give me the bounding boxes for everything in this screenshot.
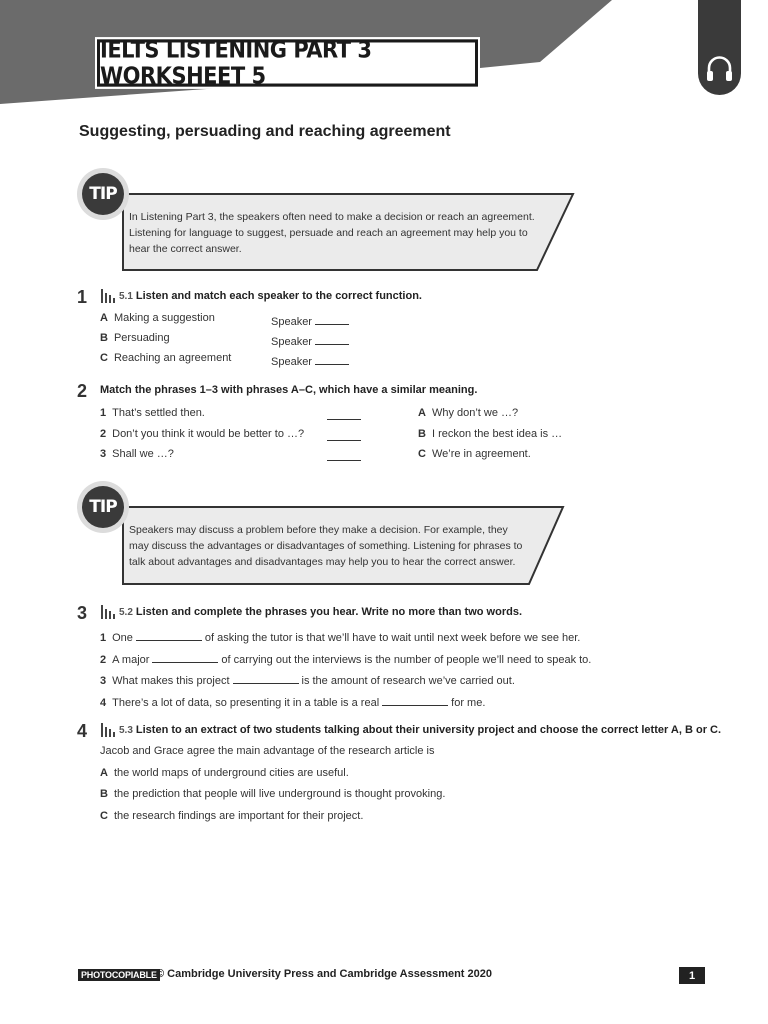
list-item (100, 332, 170, 344)
option-item (418, 407, 518, 419)
answer-blank[interactable] (315, 312, 349, 325)
option-item[interactable] (100, 788, 445, 800)
item-text: We’re in agreement. (431, 448, 531, 460)
question-number: 2 (77, 381, 88, 401)
track-number: 5.3 (119, 724, 133, 736)
question-stem: Jacob and Grace agree the main advantage of the research article is (100, 745, 435, 757)
item-text: That’s settled then. (112, 407, 205, 419)
item-text: Why don’t we …? (431, 407, 519, 419)
phrase-item (100, 407, 205, 419)
question-number: 4 (77, 721, 88, 741)
answer-blank-row (327, 407, 361, 423)
item-number: 3 (100, 675, 107, 687)
instruction-text: Match the phrases 1–3 with phrases A–C, which have a similar meaning. (100, 384, 478, 396)
option-letter: B (100, 788, 108, 800)
item-number: 3 (100, 448, 107, 460)
tip-badge (77, 168, 129, 220)
copyright-text: © Cambridge University Press and Cambridge Assessment 2020 (156, 968, 492, 980)
question-instruction (100, 384, 477, 396)
option-item[interactable] (100, 767, 349, 779)
audio-track-icon (100, 605, 116, 619)
gap-fill-item (100, 693, 485, 709)
option-letter: A (100, 767, 108, 779)
tip-line: Speakers may discuss a problem before they make a decision. For example, they (129, 524, 508, 536)
answer-blank[interactable] (382, 693, 448, 706)
item-letter: A (100, 312, 108, 324)
item-number: 2 (100, 654, 107, 666)
page-subtitle: Suggesting, persuading and reaching agreement (79, 123, 451, 140)
tip-text (129, 209, 535, 257)
instruction-text: Listen and complete the phrases you hear. Write no more than two words. (135, 606, 522, 618)
question-instruction (100, 605, 522, 619)
option-text: the research findings are important for their project. (113, 810, 364, 822)
item-number: 2 (100, 428, 107, 440)
list-item (100, 352, 231, 364)
speaker-answer (271, 352, 349, 368)
tip-badge-label: TIP (82, 173, 124, 215)
instruction-text: Listen to an extract of two students talking about their university project and choose the correct letter A, B or C. (135, 724, 722, 736)
headphones-icon (705, 53, 734, 85)
item-number: 1 (100, 632, 107, 644)
item-after: of carrying out the interviews is the number of people we’ll need to speak to. (221, 654, 592, 666)
item-number: 4 (100, 697, 107, 709)
item-letter: B (418, 428, 426, 440)
item-before: One (112, 632, 133, 644)
item-text: Persuading (113, 332, 170, 344)
item-number: 1 (100, 407, 107, 419)
gap-fill-item (100, 671, 515, 687)
list-item (100, 312, 215, 324)
speaker-answer (271, 332, 349, 348)
item-letter: B (100, 332, 108, 344)
answer-blank-row (327, 428, 361, 444)
tip-line: In Listening Part 3, the speakers often need to make a decision or reach an agreement. (129, 211, 535, 223)
audio-tab (698, 0, 741, 95)
track-number: 5.2 (119, 606, 133, 618)
item-after: of asking the tutor is that we’ll have to wait until next week before we see her. (204, 632, 581, 644)
item-text: Making a suggestion (113, 312, 215, 324)
answer-blank-row (327, 448, 361, 464)
item-text: Reaching an agreement (113, 352, 232, 364)
item-before: What makes this project (112, 675, 230, 687)
speaker-label: Speaker (271, 336, 312, 348)
tip-box (77, 481, 577, 587)
question-instruction (100, 723, 721, 737)
tip-badge-label: TIP (82, 486, 124, 528)
audio-track-icon (100, 289, 116, 303)
item-after: is the amount of research we’ve carried out. (301, 675, 515, 687)
item-after: for me. (451, 697, 486, 709)
answer-blank[interactable] (152, 650, 218, 663)
question-number: 1 (77, 287, 88, 307)
answer-blank[interactable] (327, 448, 361, 461)
item-before: There’s a lot of data, so presenting it in a table is a real (112, 697, 380, 709)
answer-blank[interactable] (327, 428, 361, 441)
audio-track-icon (100, 723, 116, 737)
worksheet-title: IELTS LISTENING PART 3 WORKSHEET 5 (97, 39, 478, 87)
question-instruction (100, 289, 422, 303)
item-text: Don’t you think it would be better to …? (112, 428, 305, 440)
item-letter: C (418, 448, 426, 460)
option-item[interactable] (100, 810, 363, 822)
tip-line: Listening for language to suggest, persuade and reach an agreement may help you to (129, 227, 528, 239)
item-letter: A (418, 407, 426, 419)
phrase-item (100, 428, 304, 440)
answer-blank[interactable] (315, 332, 349, 345)
item-before: A major (112, 654, 150, 666)
item-text: I reckon the best idea is … (431, 428, 563, 440)
answer-blank[interactable] (136, 628, 202, 641)
question-number: 3 (77, 603, 88, 623)
photocopiable-label: PHOTOCOPIABLE (78, 969, 160, 981)
option-letter: C (100, 810, 108, 822)
option-text: the world maps of underground cities are useful. (113, 767, 349, 779)
tip-line: may discuss the advantages or disadvantages of something. Listening for phrases to (129, 540, 523, 552)
option-item (418, 428, 562, 440)
speaker-answer (271, 312, 349, 328)
gap-fill-item (100, 650, 591, 666)
answer-blank[interactable] (233, 671, 299, 684)
speaker-label: Speaker (271, 316, 312, 328)
option-text: the prediction that people will live underground is thought provoking. (113, 788, 446, 800)
answer-blank[interactable] (315, 352, 349, 365)
tip-text (129, 522, 522, 570)
tip-line: hear the correct answer. (129, 243, 242, 255)
track-number: 5.1 (119, 290, 133, 302)
tip-badge (77, 481, 129, 533)
item-letter: C (100, 352, 108, 364)
instruction-text: Listen and match each speaker to the correct function. (135, 290, 422, 302)
page-number: 1 (679, 967, 705, 984)
tip-box (77, 168, 577, 273)
speaker-label: Speaker (271, 356, 312, 368)
option-item (418, 448, 531, 460)
tip-line: talk about advantages and disadvantages may help you to hear the correct answer. (129, 556, 516, 568)
item-text: Shall we …? (112, 448, 174, 460)
gap-fill-item (100, 628, 580, 644)
answer-blank[interactable] (327, 407, 361, 420)
phrase-item (100, 448, 174, 460)
